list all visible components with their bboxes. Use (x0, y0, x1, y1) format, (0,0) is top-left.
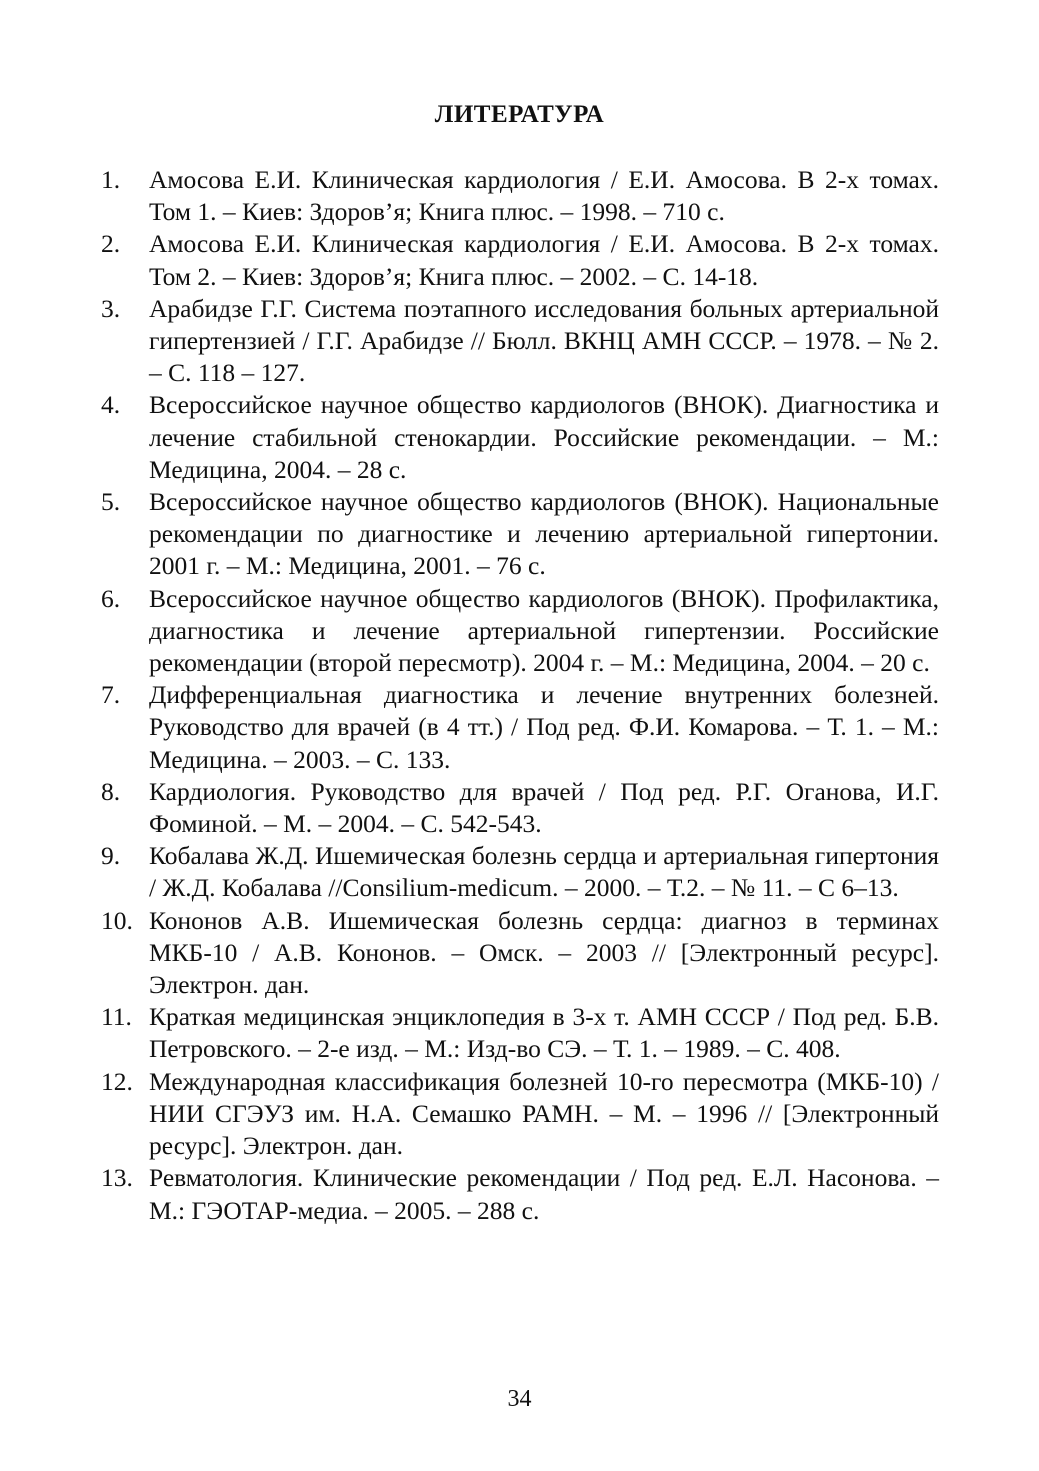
reference-number: 1. (101, 165, 121, 194)
reference-text: Всероссийское научное общество кардиологов (ВНОК). Национальные рекомендации по диагностике и лечению артериальной гипертонии. 2001 г. – М.: Медицина, 2001. – 76 с. (149, 487, 939, 581)
reference-item (101, 1001, 939, 1065)
reference-item (101, 389, 939, 486)
reference-text: Кобалава Ж.Д. Ишемическая болезнь сердца и артериальная гипертония / Ж.Д. Кобалава //Consilium-medicum. – 2000. – Т.2. – № 11. – С 6–13. (149, 841, 939, 903)
reference-number: 11. (101, 1002, 132, 1032)
reference-text: Всероссийское научное общество кардиологов (ВНОК). Профилактика, диагностика и лечение артериальной гипертензии. Российские рекомендации (второй пересмотр). 2004 г. – М.: Медицина, 2004. – 20 с. (149, 583, 939, 678)
reference-text: Амосова Е.И. Клиническая кардиология / Е.И. Амосова. В 2-х томах. Том 1. – Киев: Здоров’я; Книга плюс. – 1998. – 710 с. (149, 165, 939, 227)
reference-item (101, 679, 939, 776)
reference-number: 10. (101, 905, 133, 935)
reference-item (101, 776, 939, 840)
reference-text: Кардиология. Руководство для врачей / Под ред. Р.Г. Оганова, И.Г. Фоминой. – М. – 2004. – С. 542-543. (149, 776, 939, 839)
reference-item (101, 293, 939, 390)
reference-text: Амосова Е.И. Клиническая кардиология / Е.И. Амосова. В 2-х томах. Том 2. – Киев: Здоров’я; Книга плюс. – 2002. – С. 14-18. (149, 229, 939, 291)
reference-item (101, 228, 939, 292)
reference-text: Краткая медицинская энциклопедия в 3-х т. АМН СССР / Под ред. Б.В. Петровского. – 2-е изд. – М.: Изд-во СЭ. – Т. 1. – 1989. – С. 408. (149, 1002, 939, 1064)
reference-number: 8. (101, 776, 121, 806)
page-title: ЛИТЕРАТУРА (434, 101, 605, 128)
reference-number: 2. (101, 229, 121, 259)
reference-text: Дифференциальная диагностика и лечение внутренних болезней. Руководство для врачей (в 4 тт.) / Под ред. Ф.И. Комарова. – Т. 1. – М.: Медицина. – 2003. – С. 133. (149, 680, 939, 774)
reference-item (101, 164, 939, 228)
reference-text: Арабидзе Г.Г. Система поэтапного исследования больных артериальной гипертензией / Г.Г. Арабидзе // Бюлл. ВКНЦ АМН СССР. – 1978. – № 2. – С. 118 – 127. (149, 293, 939, 388)
reference-number: 12. (101, 1066, 133, 1096)
reference-item (101, 905, 939, 1002)
reference-number: 13. (101, 1163, 133, 1193)
reference-list (101, 164, 939, 1227)
reference-text: Ревматология. Клинические рекомендации / Под ред. Е.Л. Насонова. – М.: ГЭОТАР-медиа. – 2005. – 288 с. (149, 1163, 939, 1225)
reference-number: 3. (101, 293, 121, 323)
reference-item (101, 1162, 939, 1226)
reference-text: Международная классификация болезней 10-го пересмотра (МКБ-10) / НИИ СГЭУЗ им. Н.А. Семашко РАМН. – М. – 1996 // [Электронный ресурс]. Электрон. дан. (149, 1066, 939, 1161)
reference-number: 6. (101, 583, 121, 613)
reference-item (101, 583, 939, 680)
reference-item (101, 486, 939, 583)
reference-text: Кононов А.В. Ишемическая болезнь сердца: диагноз в терминах МКБ-10 / А.В. Кононов. – Омск. – 2003 // [Электронный ресурс]. Электрон. дан. (149, 905, 939, 1000)
page-number: 34 (507, 1386, 532, 1412)
reference-number: 9. (101, 841, 121, 871)
reference-number: 4. (101, 390, 121, 420)
reference-number: 7. (101, 680, 121, 710)
reference-item (101, 1066, 939, 1163)
reference-text: Всероссийское научное общество кардиологов (ВНОК). Диагностика и лечение стабильной стенокардии. Российские рекомендации. – М.: Медицина, 2004. – 28 с. (149, 390, 939, 484)
reference-number: 5. (101, 487, 121, 517)
reference-item (101, 840, 939, 904)
